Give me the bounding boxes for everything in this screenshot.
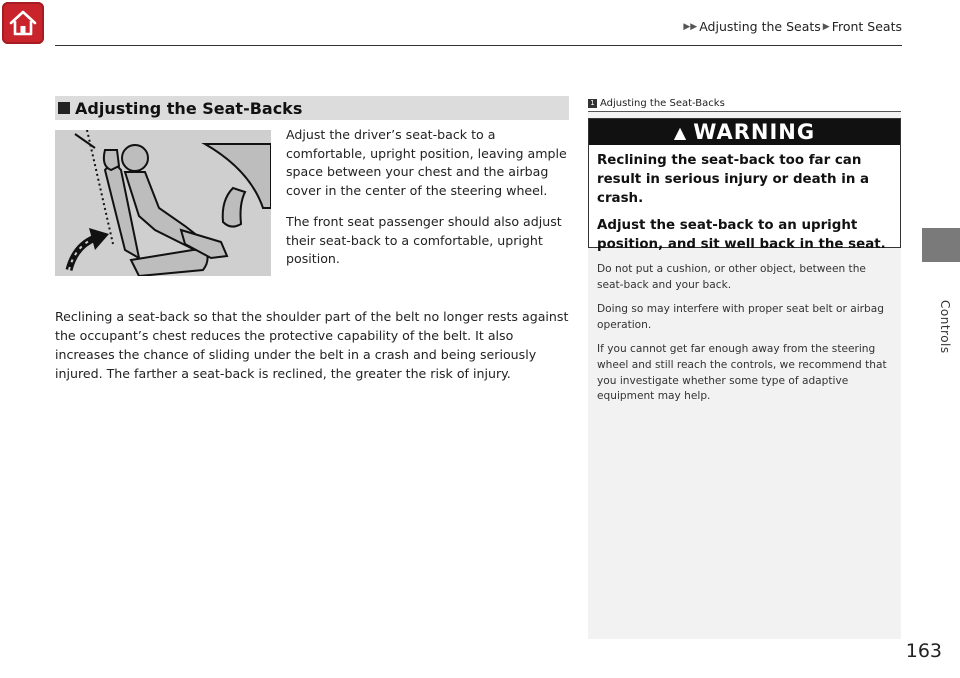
- intro-paragraph: Adjust the driver’s seat-back to a comfortable, upright position, leaving ample space between your chest and the airbag cover in the center of the steering wheel.: [286, 127, 567, 199]
- warning-line: Adjust the seat-back to an upright position, and sit well back in the seat.: [597, 218, 886, 252]
- intro-paragraph: The front seat passenger should also adjust their seat-back to a comfortable, upright position.: [286, 213, 562, 267]
- chapter-label: Controls: [938, 300, 952, 354]
- note-paragraph: Doing so may interfere with proper seat belt or airbag operation.: [597, 303, 884, 331]
- seat-illustration-image: [55, 130, 271, 276]
- breadcrumb-item[interactable]: Adjusting the Seats: [699, 19, 821, 34]
- warning-title: WARNING: [693, 120, 816, 144]
- seat-back-illustration: [55, 130, 271, 276]
- breadcrumb-arrow-icon: ▶: [822, 21, 830, 32]
- body-paragraph: Reclining a seat-back so that the shoulder part of the belt no longer rests against the occupant’s chest reduces the protective capability of the belt. It also increases the chance of sliding under the belt in a crash and being seriously injured. The farther a seat-back is reclined, the greater the risk of injury.: [55, 309, 569, 381]
- home-button[interactable]: [2, 2, 44, 44]
- home-icon: [7, 8, 39, 38]
- reference-icon: 1: [588, 99, 597, 108]
- warning-box: [588, 118, 901, 252]
- sidebar-note-header: [588, 96, 901, 112]
- section-title: Adjusting the Seat-Backs: [75, 98, 303, 118]
- breadcrumb-arrow-icon: ▶▶: [683, 21, 698, 32]
- breadcrumb: [683, 19, 902, 34]
- square-bullet-icon: [58, 102, 70, 114]
- warning-line: Reclining the seat-back too far can result in serious injury or death in a crash.: [597, 153, 870, 206]
- page-number: 163: [905, 640, 942, 662]
- note-paragraph: If you cannot get far enough away from the steering wheel and still reach the controls, we recommend that you investigate whether some type of adaptive equipment may help.: [597, 343, 887, 403]
- breadcrumb-item[interactable]: Front Seats: [831, 19, 902, 34]
- chapter-tab[interactable]: [922, 228, 960, 262]
- warning-triangle-icon: ▲: [673, 122, 688, 142]
- warning-body: [589, 145, 900, 254]
- section-heading: [55, 96, 569, 120]
- header-divider: [55, 45, 902, 46]
- sidebar-note-title: Adjusting the Seat-Backs: [600, 98, 725, 109]
- sidebar-notes: [597, 262, 893, 414]
- warning-heading: [589, 119, 900, 145]
- note-paragraph: Do not put a cushion, or other object, between the seat-back and your back.: [597, 263, 866, 291]
- section-intro: [286, 126, 571, 281]
